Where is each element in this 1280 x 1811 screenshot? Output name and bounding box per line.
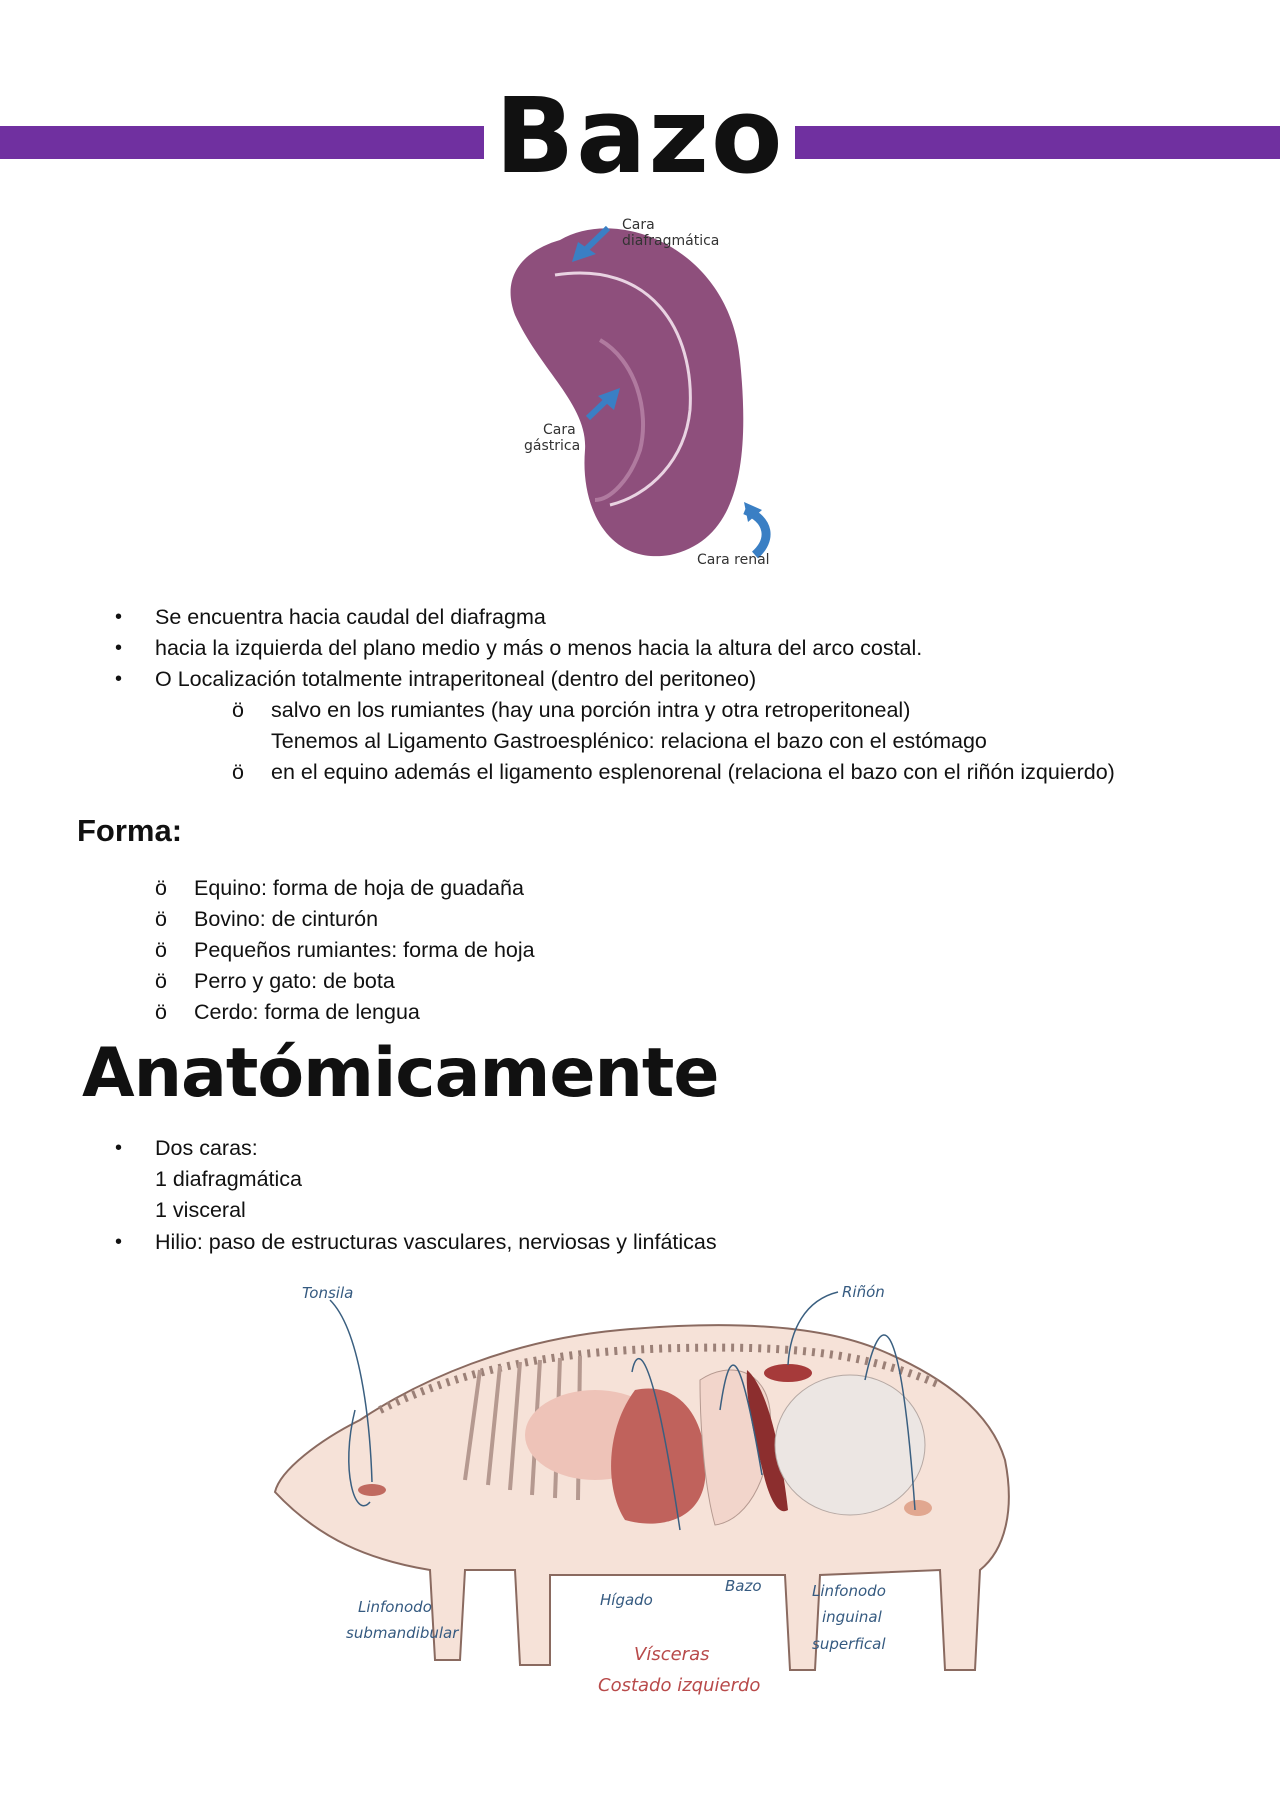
list-item: O Localización totalmente intraperitoneal (dentro del peritoneo) — [155, 667, 757, 691]
caption-visceras: Vísceras — [634, 1644, 710, 1665]
pig-tonsil — [358, 1484, 386, 1496]
label-inguinal-3: superfical — [812, 1635, 886, 1653]
pig-inguinal-node — [904, 1500, 932, 1516]
label-inguinal-2: inguinal — [822, 1608, 882, 1626]
forma-item: Bovino: de cinturón — [194, 907, 379, 931]
bullet: • — [115, 668, 123, 690]
title-bar-left — [0, 126, 484, 159]
label-renal: Cara renal — [697, 552, 770, 568]
list-item: Hilio: paso de estructuras vasculares, nerviosas y linfáticas — [155, 1230, 717, 1254]
label-submandibular-2: submandibular — [346, 1624, 459, 1642]
bullet: • — [115, 1137, 123, 1159]
sub-bullet: ö — [155, 1000, 167, 1024]
forma-heading: Forma: — [77, 813, 183, 848]
forma-item: Equino: forma de hoja de guadaña — [194, 876, 524, 900]
sub-list-item: salvo en los rumiantes (hay una porción intra y otra retroperitoneal) — [271, 698, 911, 722]
bullet: • — [115, 637, 123, 659]
label-diaphragmatic-1: Cara — [622, 217, 655, 233]
anatomicamente-heading: Anatómicamente — [82, 1034, 719, 1113]
bullet: • — [115, 1231, 123, 1253]
sub-bullet: ö — [155, 969, 167, 993]
label-inguinal-1: Linfonodo — [812, 1582, 886, 1600]
pig-intestine — [775, 1375, 925, 1515]
label-gastric-1: Cara — [543, 422, 576, 438]
bullet: • — [115, 606, 123, 628]
sub-bullet: ö — [155, 938, 167, 962]
label-liver: Hígado — [600, 1591, 653, 1609]
label-submandibular-1: Linfonodo — [358, 1598, 432, 1616]
spleen-shape — [511, 228, 744, 556]
sub-bullet: ö — [155, 907, 167, 931]
label-kidney: Riñón — [842, 1283, 885, 1301]
forma-item: Pequeños rumiantes: forma de hoja — [194, 938, 535, 962]
caption-costado: Costado izquierdo — [598, 1675, 761, 1696]
forma-item: Cerdo: forma de lengua — [194, 1000, 420, 1024]
list-item: Dos caras: — [155, 1136, 258, 1160]
sub-bullet: ö — [232, 698, 244, 722]
sub-bullet: ö — [232, 760, 244, 784]
sub-bullet: ö — [155, 876, 167, 900]
sub-list-item-continuation: Tenemos al Ligamento Gastroesplénico: relaciona el bazo con el estómago — [271, 729, 987, 753]
list-item: hacia la izquierda del plano medio y más o menos hacia la altura del arco costal. — [155, 636, 923, 660]
list-item-line: 1 diafragmática — [155, 1167, 302, 1191]
list-item: Se encuentra hacia caudal del diafragma — [155, 605, 546, 629]
sub-list-item: en el equino además el ligamento esplenorenal (relaciona el bazo con el riñón izquierdo) — [271, 760, 1115, 784]
pig-viscera-figure — [260, 1270, 1030, 1710]
label-gastric-2: gástrica — [524, 438, 581, 454]
list-item-line: 1 visceral — [155, 1198, 246, 1222]
label-spleen: Bazo — [725, 1577, 762, 1595]
pig-kidney — [764, 1364, 812, 1382]
title-bar-right — [795, 126, 1280, 159]
forma-item: Perro y gato: de bota — [194, 969, 395, 993]
spleen-figure — [500, 210, 800, 575]
label-tonsil: Tonsila — [302, 1284, 354, 1302]
page-title: Bazo — [495, 75, 785, 197]
label-diaphragmatic-2: diafragmática — [622, 233, 720, 249]
